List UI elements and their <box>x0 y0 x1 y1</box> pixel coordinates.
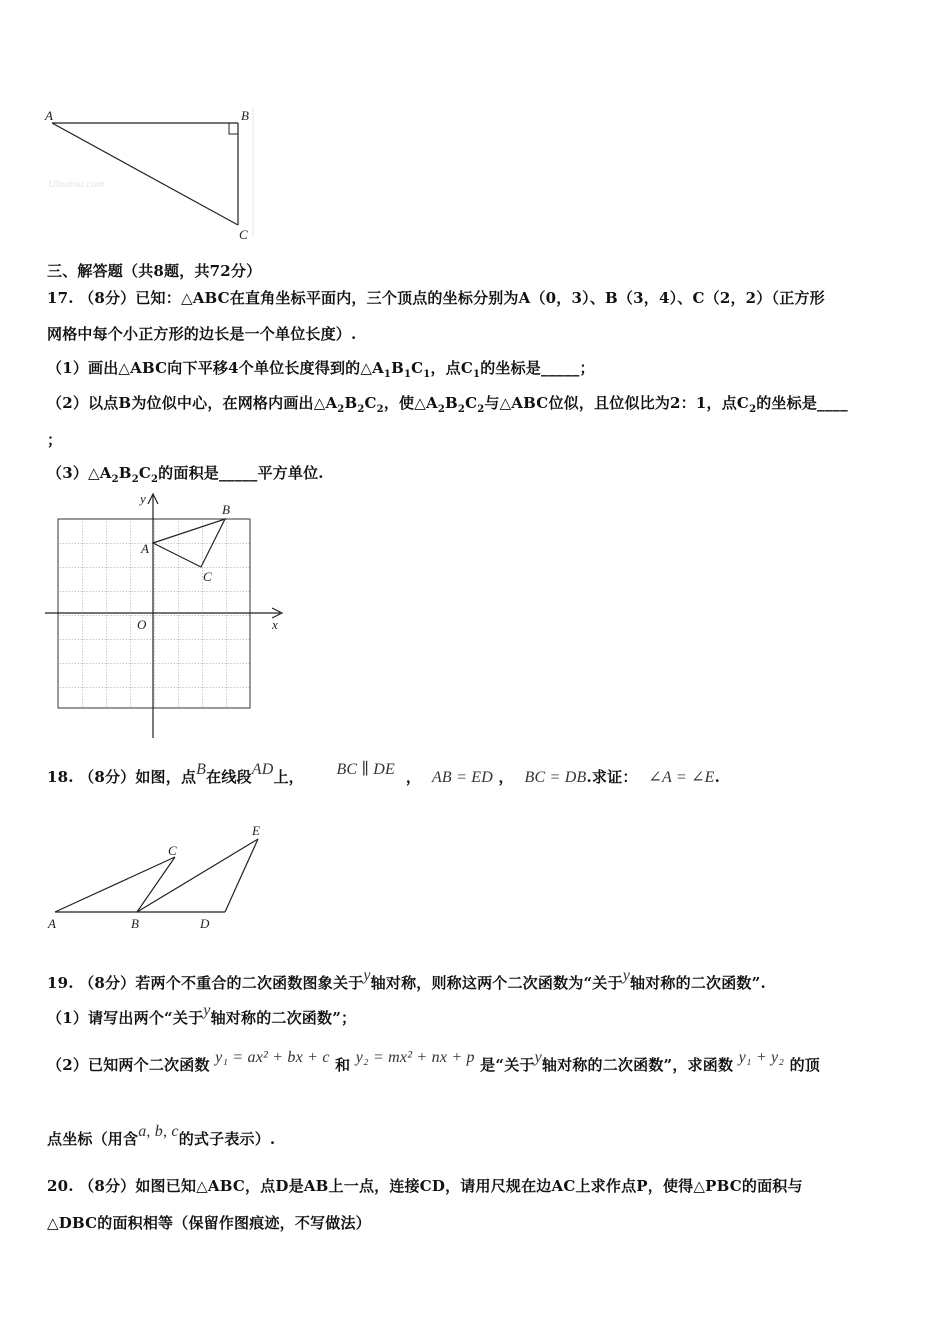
point-label-b: B <box>222 502 230 517</box>
vertex-label-b: B <box>241 108 249 123</box>
q17-stem-line1: 17. （8分）已知：△ABC在直角坐标平面内，三个顶点的坐标分别为A（0，3）、B（3，4）、C（2，2）（正方形 <box>47 289 825 307</box>
q18-stem: 18. （8分）如图，点B在线段AD上， BC ∥ DE ， AB = ED ， BC = DB.求证： ∠A = ∠E. <box>47 761 721 786</box>
q19-part1: （1）请写出两个“关于y轴对称的二次函数”； <box>47 1002 357 1027</box>
figure-watermark: Ubunna.com <box>48 178 105 190</box>
side-ac <box>52 123 238 225</box>
q18-math-b: B <box>196 761 207 778</box>
section-title: 三、解答题（共8题，共72分） <box>47 262 262 280</box>
q18-label-d: D <box>200 916 210 931</box>
q17-part3: $(3)\triangle A_2B_2C_2$的面积是_____平方单位. <box>47 464 324 485</box>
q18-math-parallel: BC ∥ DE <box>336 761 396 778</box>
q19-stem: 19. （8分）若两个不重合的二次函数图象关于y轴对称，则称这两个二次函数为“关于y轴对称的二次函数”. <box>47 967 766 992</box>
q18-label-b: B <box>131 916 139 931</box>
q19-part2-continued: 点坐标（用含a, b, c的式子表示）. <box>47 1123 276 1148</box>
vertex-label-a: A <box>45 108 53 123</box>
q18-math-angles: ∠A = ∠E <box>648 769 715 786</box>
x-axis-label: x <box>272 617 278 632</box>
vertex-label-c: C <box>239 227 248 242</box>
coordinate-grid-figure <box>40 490 300 745</box>
q17-part2-continued: ； <box>47 431 63 449</box>
q17-part2: （2）以点B为位似中心，在网格内画出$\triangle A_2B_2C_2$，使$\triangle A_2B_2C_2$与△ABC位似，且位似比为2：1，点$C_2$的坐标是____ <box>47 394 848 415</box>
q19-part2: （2）已知两个二次函数 y₁ = ax² + bx + c 和 y₂ = mx² + nx + p 是“关于y轴对称的二次函数”，求函数 y₁ + y₂ 的顶 <box>47 1049 820 1074</box>
segment-de <box>225 839 258 912</box>
q17-stem-line2: 网格中每个小正方形的边长是一个单位长度）. <box>47 325 357 343</box>
q17-part1: （1）画出△ABC向下平移4个单位长度得到的$\triangle A_1B_1C_1$，点$C_1$的坐标是_____； <box>47 359 595 380</box>
q19-math-abc: a, b, c <box>138 1123 179 1140</box>
segment-be <box>137 839 258 912</box>
q18-math-ad: AD <box>251 761 274 778</box>
q19-math-y1: y₁ = ax² + bx + c <box>215 1049 330 1066</box>
point-label-c: C <box>203 569 212 584</box>
origin-label: O <box>137 617 147 632</box>
q19-math-y2: y₂ = mx² + nx + p <box>355 1049 475 1066</box>
q18-label-a: A <box>48 916 56 931</box>
q18-figure <box>40 815 280 940</box>
y-axis-label: y <box>140 491 146 506</box>
q19-math-sum: y₁ + y₂ <box>738 1049 785 1066</box>
q18-label-e: E <box>252 823 260 838</box>
q20-stem-line1: 20. （8分）如图已知△ABC，点D是AB上一点，连接CD，请用尺规在边AC上求作点P，使得△PBC的面积与 <box>47 1177 803 1195</box>
q18-label-c: C <box>168 843 177 858</box>
right-triangle-figure <box>40 105 265 245</box>
q18-math-ab-ed: AB = ED <box>431 769 494 786</box>
right-angle-mark <box>229 123 238 134</box>
segment-ac <box>55 857 175 912</box>
q18-math-bc-db: BC = DB <box>524 769 587 786</box>
point-label-a: A <box>141 541 149 556</box>
q20-stem-line2: △DBC的面积相等（保留作图痕迹，不写做法） <box>47 1214 371 1232</box>
